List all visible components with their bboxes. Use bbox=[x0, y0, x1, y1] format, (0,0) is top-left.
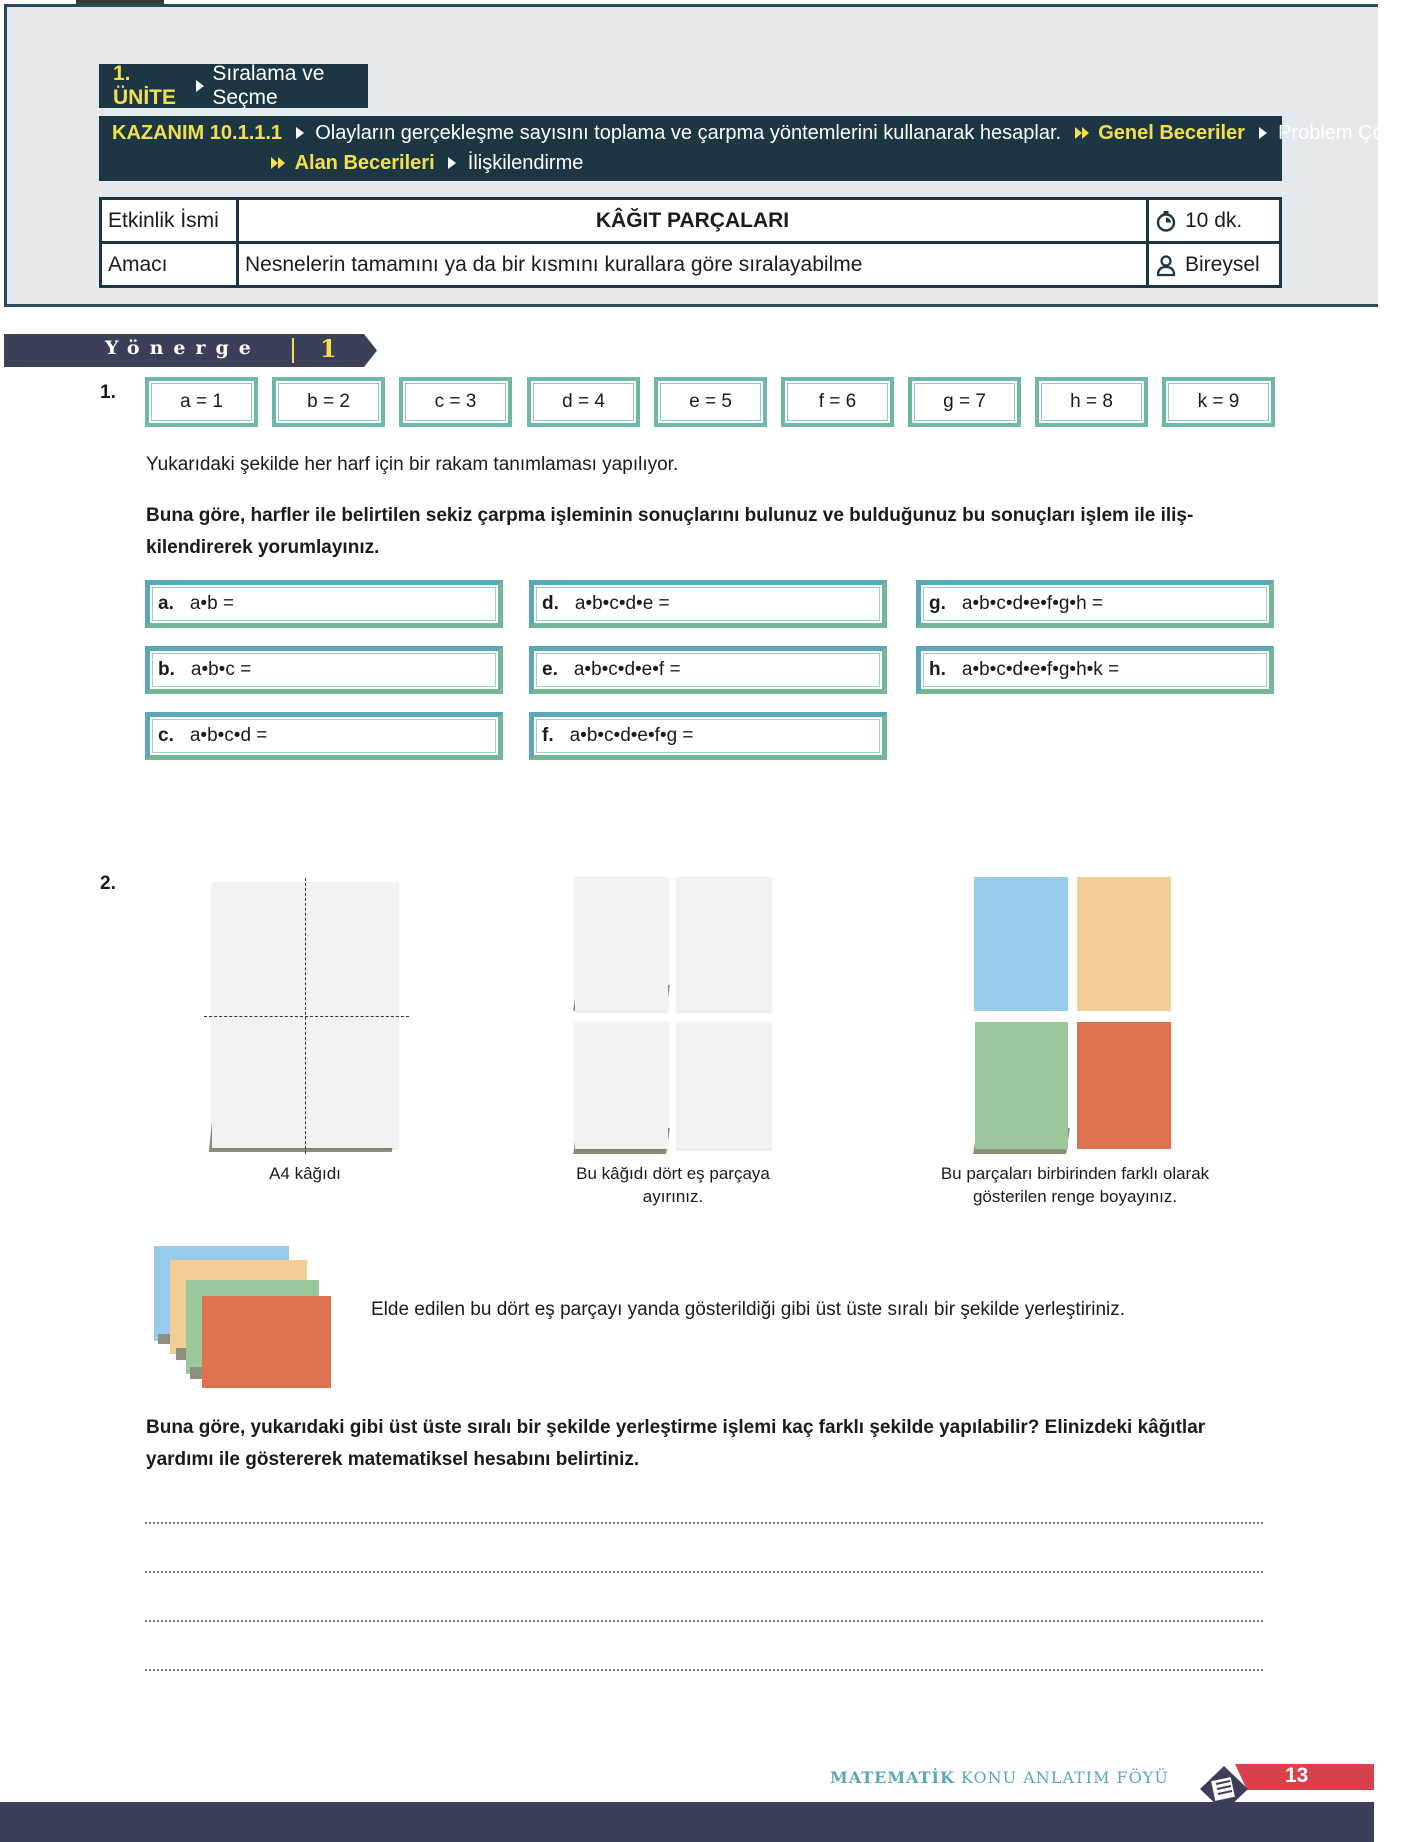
answer-box-d[interactable] bbox=[529, 580, 887, 628]
caption-split-line-2: ayırınız. bbox=[642, 1187, 704, 1206]
letter-value-box: d = 4 bbox=[527, 377, 640, 427]
letter-value-box: k = 9 bbox=[1162, 377, 1275, 427]
horizontal-fold-line bbox=[204, 1016, 409, 1017]
item-expression: a•b•c = bbox=[190, 659, 252, 680]
item-expression: a•b•c•d•e•f•g = bbox=[569, 725, 694, 746]
person-icon bbox=[1155, 254, 1177, 276]
question-2-text-line-1: Buna göre, yukarıdaki gibi üst üste sıralı bir şekilde yerleştirme işlemi kaç farklı şekilde yapılabilir? Elinizdeki kâğıtlar bbox=[146, 1417, 1206, 1438]
arrow-right-icon bbox=[196, 80, 204, 92]
kazanim-label: KAZANIM 10.1.1.1 bbox=[112, 122, 283, 144]
letter-value-box: f = 6 bbox=[781, 377, 894, 427]
question-1-text-line-1: Buna göre, harfler ile belirtilen sekiz çarpma işleminin sonuçlarını bulunuz ve bulduğunuz bu sonuçları işlem ile iliş- bbox=[146, 505, 1194, 526]
item-expression: a•b•c•d•e•f•g•h•k = bbox=[961, 659, 1120, 680]
activity-table bbox=[99, 197, 1282, 288]
letter-value-box: e = 5 bbox=[654, 377, 767, 427]
time-cell bbox=[1148, 199, 1281, 243]
genel-beceriler-label: Genel Beceriler bbox=[1098, 122, 1245, 144]
paper-piece bbox=[677, 1022, 771, 1149]
letter-value-box: h = 8 bbox=[1035, 377, 1148, 427]
paper-piece bbox=[677, 877, 771, 1011]
yonerge-number: 1 bbox=[320, 334, 337, 363]
item-label: d. bbox=[542, 593, 559, 614]
item-label: h. bbox=[929, 659, 946, 680]
letter-value-box: g = 7 bbox=[908, 377, 1021, 427]
answer-line[interactable] bbox=[145, 1669, 1263, 1671]
stopwatch-icon bbox=[1155, 210, 1177, 232]
red-piece bbox=[1077, 1022, 1171, 1149]
unit-bar bbox=[99, 64, 368, 108]
stack-red-piece bbox=[202, 1296, 331, 1388]
footer-brand bbox=[830, 1768, 1169, 1787]
arrow-right-icon bbox=[296, 127, 304, 139]
item-label: c. bbox=[158, 725, 174, 746]
footer-bar bbox=[0, 1802, 1374, 1842]
mode-value: Bireysel bbox=[1185, 252, 1260, 276]
genel-beceriler-value: Problem Çözme bbox=[1278, 122, 1421, 144]
item-expression: a•b = bbox=[189, 593, 235, 614]
time-value: 10 dk. bbox=[1185, 208, 1243, 232]
yonerge-label: Yönerge bbox=[105, 337, 261, 359]
caption-color-line-2: gösterilen renge boyayınız. bbox=[972, 1187, 1178, 1206]
activity-name-label: Etkinlik İsmi bbox=[101, 199, 238, 243]
purpose-label: Amacı bbox=[101, 243, 238, 287]
kazanim-text: Olayların gerçekleşme sayısını toplama ve çarpma yöntemlerini kullanarak hesaplar. bbox=[315, 122, 1062, 144]
question-2-number: 2. bbox=[100, 873, 116, 894]
caption-a4: A4 kâğıdı bbox=[269, 1164, 341, 1183]
footer-brand-rest: KONU ANLATIM FÖYÜ bbox=[961, 1768, 1169, 1787]
stack-instruction: Elde edilen bu dört eş parçayı yanda gösterildiği gibi üst üste sıralı bir şekilde yerleştiriniz. bbox=[371, 1299, 1126, 1320]
answer-line[interactable] bbox=[145, 1522, 1263, 1524]
item-expression: a•b•c•d = bbox=[189, 725, 268, 746]
caption-split bbox=[538, 1162, 808, 1208]
answer-line[interactable] bbox=[145, 1571, 1263, 1573]
answer-line[interactable] bbox=[145, 1620, 1263, 1622]
alan-becerileri-value: İlişkilendirme bbox=[467, 152, 584, 174]
question-2-text-line-2: yardımı ile göstererek matematiksel hesabını belirtiniz. bbox=[146, 1449, 640, 1470]
caption-split-line-1: Bu kâğıdı dört eş parçaya bbox=[576, 1164, 770, 1183]
item-label: e. bbox=[542, 659, 558, 680]
letter-value-box: c = 3 bbox=[399, 377, 512, 427]
green-piece bbox=[975, 1022, 1068, 1149]
answer-box-h[interactable] bbox=[916, 646, 1274, 694]
kazanim-line-2 bbox=[271, 152, 583, 175]
alan-becerileri-label: Alan Becerileri bbox=[294, 152, 435, 174]
kazanim-bar bbox=[99, 116, 1421, 181]
paper-piece bbox=[575, 877, 668, 1011]
purpose-text: Nesnelerin tamamını ya da bir kısmını kurallara göre sıralayabilme bbox=[238, 243, 1148, 287]
blue-piece bbox=[974, 877, 1068, 1011]
item-label: f. bbox=[542, 725, 554, 746]
letter-value-box: a = 1 bbox=[145, 377, 258, 427]
answer-box-b[interactable] bbox=[145, 646, 503, 694]
unit-label: 1. ÜNİTE bbox=[113, 62, 176, 109]
question-1-text-line-2: kilendirerek yorumlayınız. bbox=[146, 537, 380, 558]
double-arrow-icon bbox=[271, 152, 285, 174]
page-number: 13 bbox=[1285, 1764, 1309, 1787]
item-label: g. bbox=[929, 593, 946, 614]
answer-box-e[interactable] bbox=[529, 646, 887, 694]
answer-box-c[interactable] bbox=[145, 712, 503, 760]
item-expression: a•b•c•d•e•f = bbox=[573, 659, 681, 680]
orange-piece bbox=[1077, 877, 1171, 1011]
item-label: a. bbox=[158, 593, 174, 614]
double-arrow-icon bbox=[1075, 122, 1089, 144]
book-icon bbox=[1198, 1764, 1250, 1814]
item-label: b. bbox=[158, 659, 175, 680]
question-1-intro: Yukarıdaki şekilde her harf için bir rakam tanımlaması yapılıyor. bbox=[146, 454, 679, 475]
mode-cell bbox=[1148, 243, 1281, 287]
kazanim-line-1 bbox=[112, 122, 1421, 145]
unit-title: Sıralama ve Seçme bbox=[212, 62, 325, 109]
item-expression: a•b•c•d•e = bbox=[574, 593, 670, 614]
activity-name: KÂĞIT PARÇALARI bbox=[238, 199, 1148, 243]
arrow-right-icon bbox=[448, 157, 456, 169]
caption-color bbox=[910, 1162, 1240, 1208]
arrow-right-icon bbox=[1259, 127, 1267, 139]
answer-box-f[interactable] bbox=[529, 712, 887, 760]
answer-box-a[interactable] bbox=[145, 580, 503, 628]
question-1-number: 1. bbox=[100, 382, 116, 403]
item-expression: a•b•c•d•e•f•g•h = bbox=[961, 593, 1104, 614]
footer-brand-bold: MATEMATİK bbox=[830, 1768, 955, 1787]
answer-box-g[interactable] bbox=[916, 580, 1274, 628]
caption-color-line-1: Bu parçaları birbirinden farklı olarak bbox=[940, 1164, 1210, 1183]
letter-value-box: b = 2 bbox=[272, 377, 385, 427]
paper-piece bbox=[575, 1022, 668, 1149]
